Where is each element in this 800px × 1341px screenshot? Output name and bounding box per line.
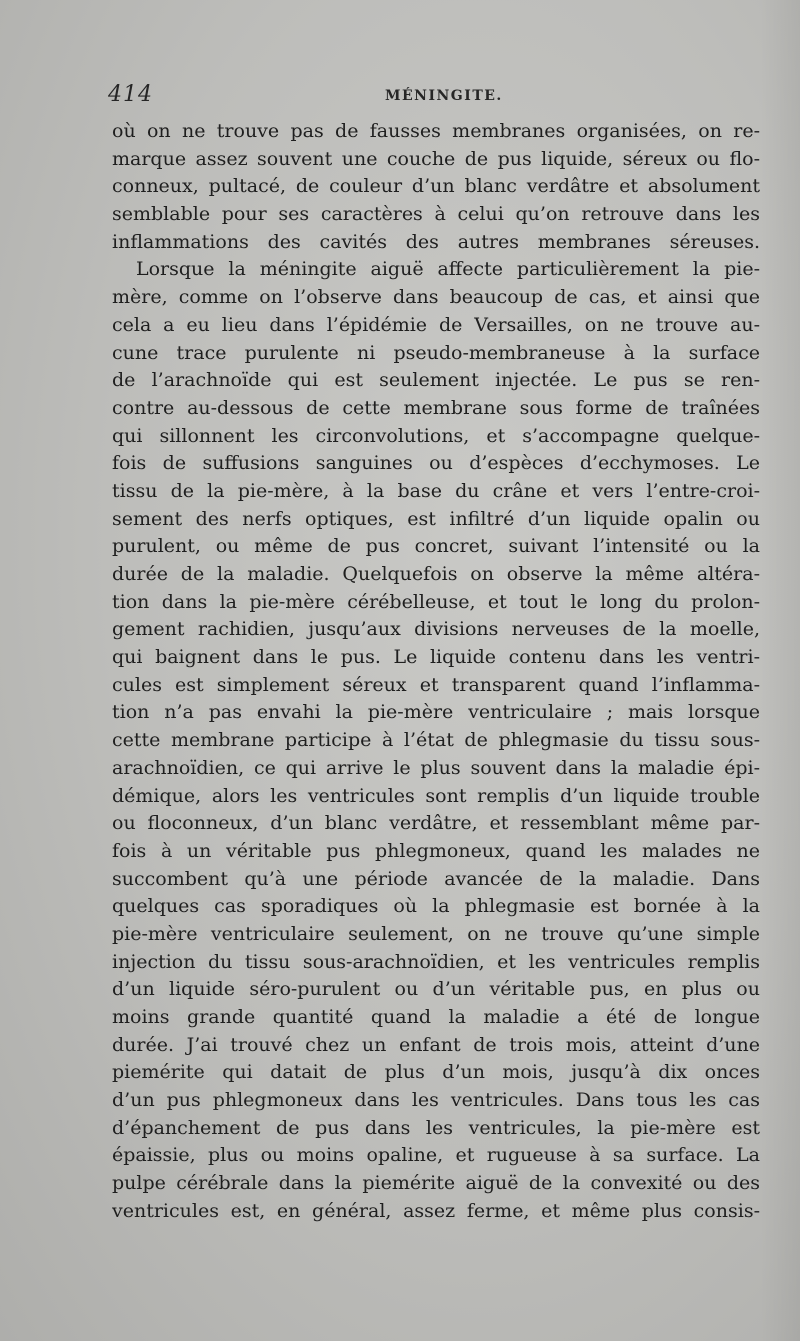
text-line: épaissie, plus ou moins opaline, et rugueuse à sa surface. La [112,1144,760,1167]
text-line: ventricules est, en général, assez ferme, et même plus consis- [112,1199,760,1222]
text-line: pulpe cérébrale dans la piemérite aiguë de la convexité ou des [112,1172,760,1195]
text-line: succombent qu’à une période avancée de la maladie. Dans [112,867,760,890]
body-text [112,118,760,1258]
text-line: marque assez souvent une couche de pus liquide, séreux ou flo- [112,147,760,170]
text-line: injection du tissu sous-arachnoïdien, et les ventricules remplis [112,950,760,973]
text-line: sement des nerfs optiques, est infiltré d’un liquide opalin ou [112,507,760,530]
text-line: gement rachidien, jusqu’aux divisions nerveuses de la moelle, [112,618,760,641]
text-line: qui baignent dans le pus. Le liquide contenu dans les ventri- [112,646,760,669]
text-line: où on ne trouve pas de fausses membranes organisées, on re- [112,120,760,142]
page-number: 414 [108,82,153,107]
text-line: d’un pus phlegmoneux dans les ventricules. Dans tous les cas [112,1089,760,1112]
text-line: tion dans la pie-mère cérébelleuse, et tout le long du prolon- [112,590,760,613]
text-line: mère, comme on l’observe dans beaucoup de cas, et ainsi que [112,286,760,309]
text-line: qui sillonnent les circonvolutions, et s’accompagne quelque- [112,424,760,447]
text-line: cela a eu lieu dans l’épidémie de Versailles, on ne trouve au- [112,313,760,336]
text-line: démique, alors les ventricules sont remplis d’un liquide trouble [112,784,760,807]
page-edge-shadow [760,0,800,1341]
text-line: cette membrane participe à l’état de phlegmasie du tissu sous- [112,729,760,752]
text-line: pie-mère ventriculaire seulement, on ne trouve qu’une simple [112,922,760,945]
text-line: durée de la maladie. Quelquefois on observe la même altéra- [112,563,760,585]
text-line: arachnoïdien, ce qui arrive le plus souvent dans la maladie épi- [112,756,760,779]
text-line: tissu de la pie-mère, à la base du crâne et vers l’entre-croi- [112,479,760,502]
running-title: MÉNINGITE. [385,88,503,104]
text-line: semblable pour ses caractères à celui qu’on retrouve dans les [112,203,760,226]
text-line: moins grande quantité quand la maladie a été de longue [112,1006,760,1028]
text-line: de l’arachnoïde qui est seulement injectée. Le pus se ren- [112,369,760,392]
text-line: fois à un véritable pus phlegmoneux, quand les malades ne [112,839,760,862]
text-line: d’un liquide séro-purulent ou d’un véritable pus, en plus ou [112,978,760,1001]
text-line: d’épanchement de pus dans les ventricules, la pie-mère est [112,1116,760,1139]
text-line: quelques cas sporadiques où la phlegmasie est bornée à la [112,895,760,918]
text-line: durée. J’ai trouvé chez un enfant de trois mois, atteint d’une [112,1033,760,1056]
text-line: Lorsque la méningite aiguë affecte particulièrement la pie- [136,258,760,281]
text-line: tion n’a pas envahi la pie-mère ventriculaire ; mais lorsque [112,701,760,724]
text-line: fois de suffusions sanguines ou d’espèces d’ecchymoses. Le [112,452,760,475]
text-line: cules est simplement séreux et transparent quand l’inflamma- [112,673,760,696]
running-head [108,82,758,112]
text-line: cune trace purulente ni pseudo-membraneuse à la surface [112,341,760,364]
text-line: purulent, ou même de pus concret, suivant l’intensité ou la [112,535,760,558]
text-line: conneux, pultacé, de couleur d’un blanc verdâtre et absolument [112,175,760,198]
text-line: inflammations des cavités des autres membranes séreuses. [112,230,760,253]
text-line: ou floconneux, d’un blanc verdâtre, et ressemblant même par- [112,812,760,835]
text-line: contre au-dessous de cette membrane sous forme de traînées [112,396,760,419]
text-line: piemérite qui datait de plus d’un mois, jusqu’à dix onces [112,1061,760,1084]
